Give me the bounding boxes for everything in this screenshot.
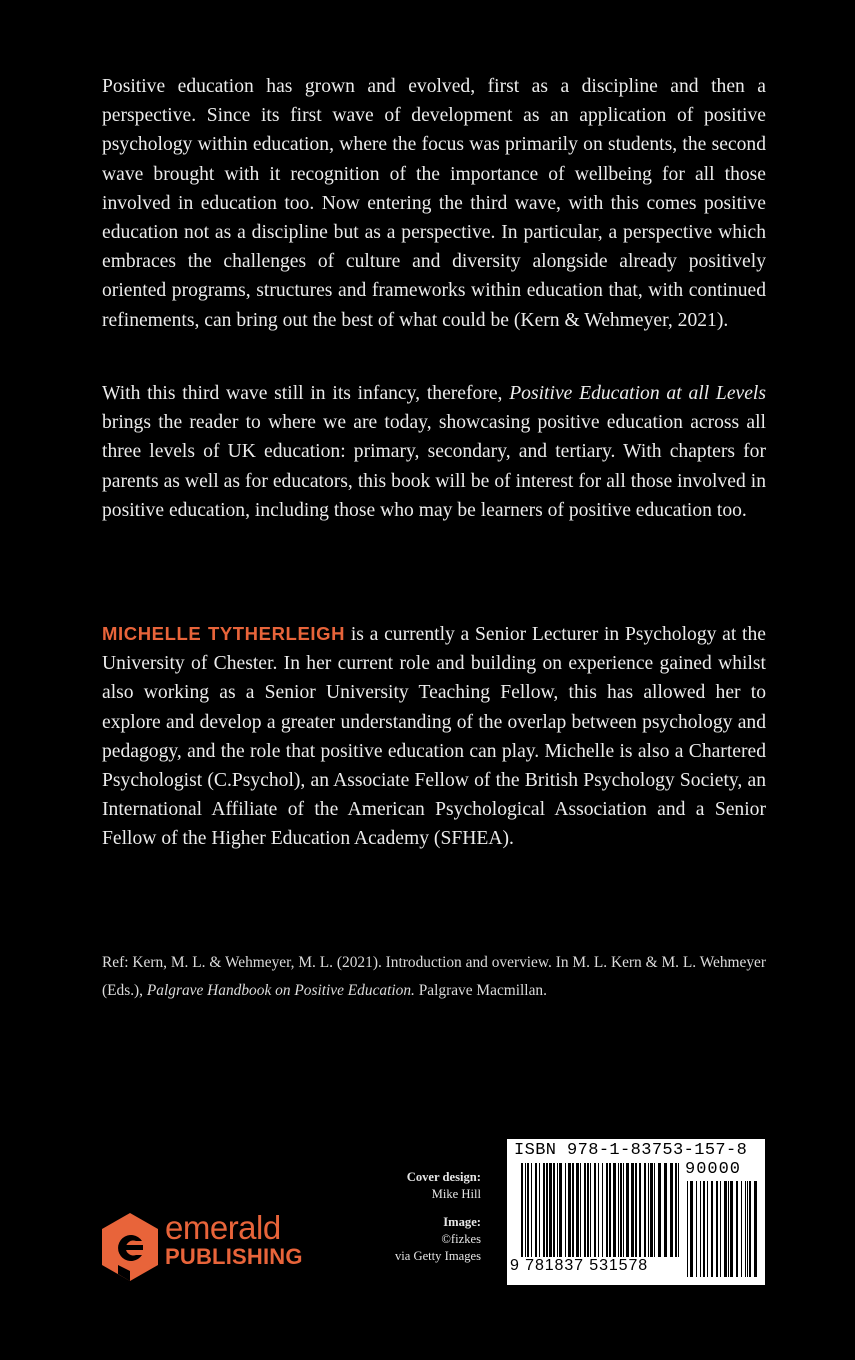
barcode-bar — [584, 1163, 586, 1257]
publisher-logo — [100, 1211, 310, 1283]
barcode-bar — [613, 1163, 616, 1257]
barcode-bar — [546, 1163, 548, 1257]
author-name: MICHELLE TYTHERLEIGH — [102, 623, 346, 644]
credits — [395, 1169, 481, 1265]
barcode-bar — [598, 1163, 599, 1257]
addon-bar — [687, 1181, 688, 1277]
barcode-bar — [675, 1163, 677, 1257]
barcode-bar — [535, 1163, 537, 1257]
barcode-bar — [620, 1163, 622, 1257]
addon-bar — [700, 1181, 701, 1277]
publisher-name-top: emerald — [165, 1209, 281, 1246]
barcode-bar — [623, 1163, 624, 1257]
barcode-bar — [664, 1163, 667, 1257]
emerald-e-icon — [100, 1211, 160, 1283]
barcode-bar — [553, 1163, 555, 1257]
barcode-bar — [527, 1163, 529, 1257]
barcode-bar — [609, 1163, 611, 1257]
barcode-bar — [587, 1163, 589, 1257]
barcode-bar — [572, 1163, 574, 1257]
barcode-bar — [559, 1163, 562, 1257]
barcode-bar — [525, 1163, 526, 1257]
barcode-bar — [568, 1163, 571, 1257]
addon-bar — [736, 1181, 738, 1277]
barcode-bar — [635, 1163, 637, 1257]
publisher-name-bottom: PUBLISHING — [165, 1244, 303, 1269]
addon-bar — [745, 1181, 746, 1277]
blurb-paragraph-2-intro: With this third wave still in its infancy, therefore, — [102, 383, 510, 404]
blurb-paragraph-2-rest: brings the reader to where we are today, showcasing positive education across all three levels of UK education: primary, secondary, and tertiary. With chapters for parents as well as for educators, this book will be of interest for all those involved in positive education, including those who may be learners of positive education too. — [102, 412, 766, 521]
barcode-bar — [539, 1163, 540, 1257]
author-bio — [102, 619, 766, 854]
barcode-bar — [549, 1163, 552, 1257]
barcode-bar — [631, 1163, 634, 1257]
reference-text: Ref: Kern, M. L. & Wehmeyer, M. L. (2021). Introduction and overview. In M. L. Kern & M. L. Wehmeyer (Eds.), — [102, 954, 766, 999]
reference-publisher: Palgrave Macmillan. — [414, 982, 547, 999]
price-addon: 90000 — [685, 1160, 742, 1179]
barcode-bar — [618, 1163, 619, 1257]
barcode-bar — [543, 1163, 545, 1257]
addon-bar — [754, 1181, 757, 1277]
addon-bar — [696, 1181, 697, 1277]
barcode-bar — [557, 1163, 558, 1257]
addon-bar — [720, 1181, 721, 1277]
barcode-bar — [654, 1163, 655, 1257]
barcode-bar — [650, 1163, 653, 1257]
addon-bar — [728, 1181, 729, 1277]
addon-bar — [724, 1181, 727, 1277]
addon-bar — [741, 1181, 742, 1277]
barcode-bar — [602, 1163, 603, 1257]
barcode-bar — [670, 1163, 673, 1257]
isbn-barcode — [507, 1139, 765, 1285]
addon-bar — [747, 1181, 748, 1277]
addon-bar — [749, 1181, 751, 1277]
barcode-bar — [565, 1163, 566, 1257]
addon-bar — [703, 1181, 705, 1277]
cover-design-label: Cover design: — [406, 1170, 481, 1184]
barcode-bar — [531, 1163, 532, 1257]
barcode-bar — [576, 1163, 579, 1257]
image-label: Image: — [443, 1215, 481, 1229]
addon-bar — [730, 1181, 733, 1277]
barcode-bar — [658, 1163, 661, 1257]
barcode-bar — [580, 1163, 581, 1257]
barcode-bar — [626, 1163, 629, 1257]
barcode-bar — [644, 1163, 646, 1257]
isbn-label: ISBN 978-1-83753-157-8 — [514, 1141, 748, 1160]
barcode-bar — [606, 1163, 608, 1257]
blurb-paragraph-1: Positive education has grown and evolved, first as a discipline and then a perspective. Since its first wave of development as an application of positive psychology within education, where the focus was primarily on students, the second wave brought with it recognition of the importance of wellbeing for all those involved in education too. Now entering the third wave, with this comes positive education not as a discipline but as a perspective. In particular, a perspective which embraces the challenges of culture and diversity alongside already positively oriented programs, structures and frameworks within education that, with continued refinements, can bring out the best of what could be (Kern & Wehmeyer, 2021). — [102, 76, 766, 331]
barcode-bar — [648, 1163, 649, 1257]
image-source: ©fizkes — [441, 1232, 481, 1246]
barcode-bar — [590, 1163, 591, 1257]
barcode-bar — [639, 1163, 641, 1257]
reference-title: Palgrave Handbook on Positive Education. — [146, 982, 415, 999]
image-via: via Getty Images — [394, 1249, 481, 1263]
barcode-bar — [678, 1163, 679, 1257]
book-title: Positive Education at all Levels — [509, 383, 766, 404]
isbn-digits: 9 781837 531578 — [510, 1257, 649, 1274]
barcode-bar — [521, 1163, 523, 1257]
reference — [102, 949, 766, 1005]
barcode-bar — [594, 1163, 596, 1257]
cover-designer: Mike Hill — [431, 1187, 481, 1201]
addon-bar — [707, 1181, 708, 1277]
addon-bar — [690, 1181, 693, 1277]
author-bio-text: is a currently a Senior Lecturer in Psychology at the University of Chester. In her current role and building on experience gained whilst also working as a Senior University Teaching Fellow, this has allowed her to explore and develop a greater understanding of the overlap between psychology and pedagogy, and the role that positive education can play. Michelle is also a Chartered Psychologist (C.Psychol), an Associate Fellow of the British Psychology Society, an International Affiliate of the American Psychological Association and a Senior Fellow of the Higher Education Academy (SFHEA). — [102, 624, 766, 850]
blurb-paragraph-2 — [102, 379, 766, 525]
addon-bar — [711, 1181, 713, 1277]
addon-bar — [716, 1181, 718, 1277]
